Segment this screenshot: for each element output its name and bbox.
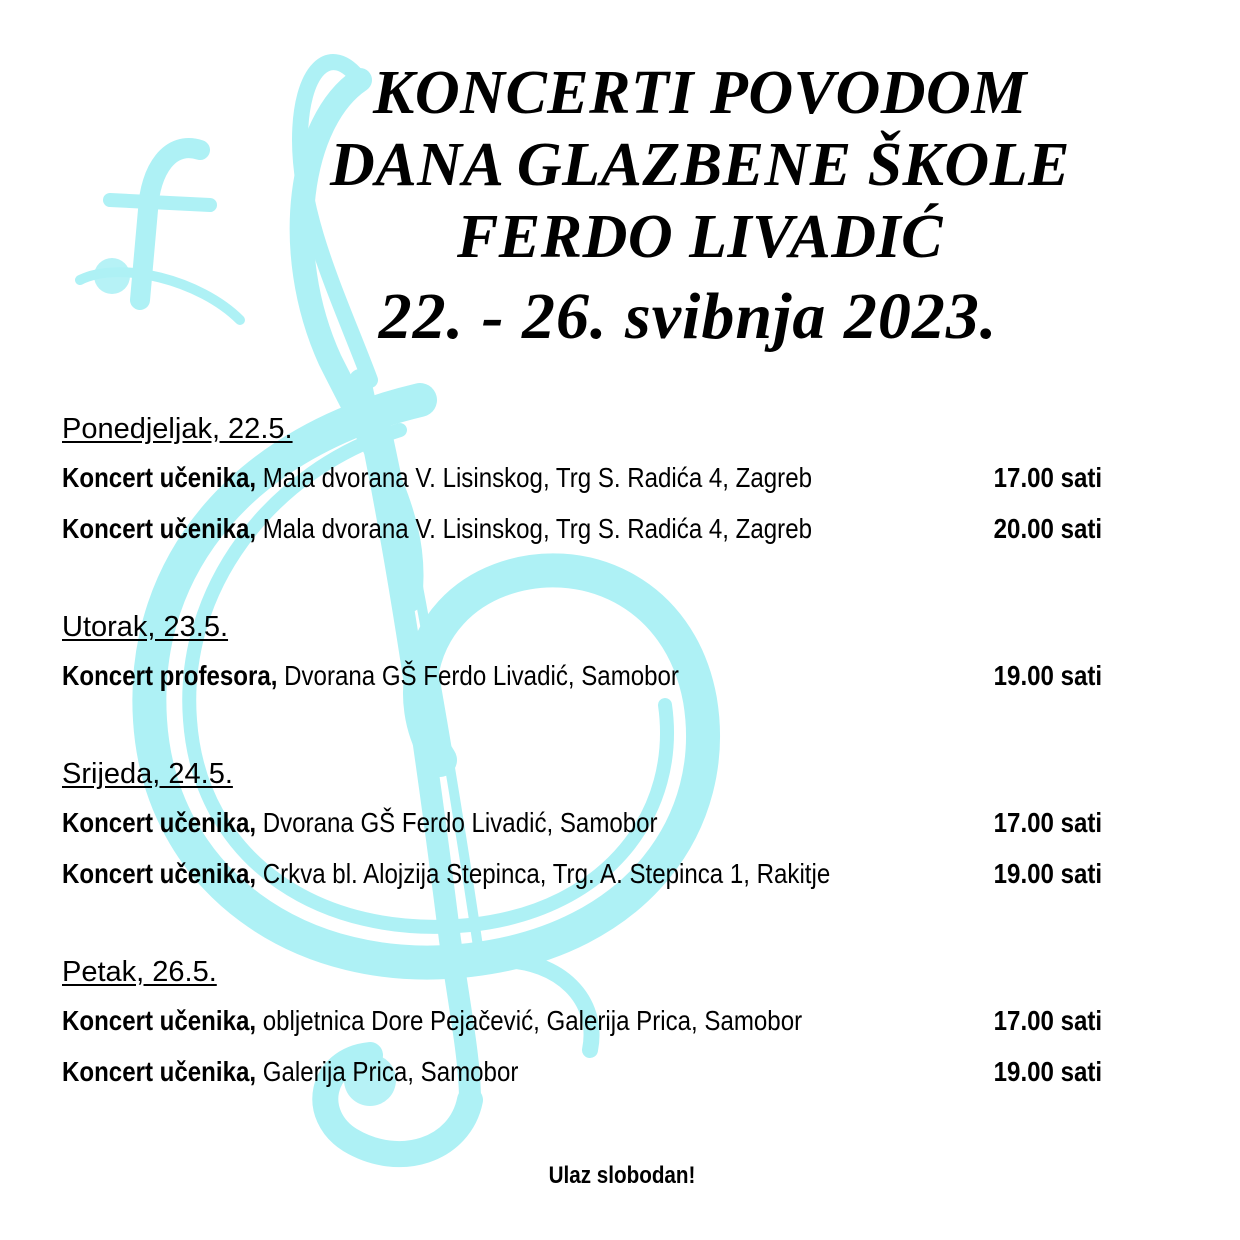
event-description (62, 848, 830, 899)
event-description (62, 452, 812, 503)
day-heading: Petak, 26.5. (62, 956, 217, 988)
event-row (62, 650, 1102, 701)
event-venue: Crkva bl. Alojzija Stepinca, Trg. A. Stepinca 1, Rakitje (256, 858, 831, 889)
event-venue: Mala dvorana V. Lisinskog, Trg S. Radića 4, Zagreb (256, 513, 812, 544)
event-time: 17.00 sati (993, 462, 1102, 493)
event-row (62, 797, 1102, 848)
event-row (62, 452, 1102, 503)
event-description (62, 995, 802, 1046)
event-type: Koncert učenika, (62, 513, 257, 544)
event-row (62, 848, 1102, 899)
title-line-3: FERDO LIVADIĆ (457, 203, 943, 271)
event-venue: obljetnica Dore Pejačević, Galerija Prica, Samobor (256, 1005, 803, 1036)
event-description (62, 1046, 518, 1097)
day-spacer (62, 554, 1102, 604)
event-time: 20.00 sati (993, 513, 1102, 544)
day-spacer (62, 701, 1102, 751)
event-description (62, 650, 679, 701)
event-type: Koncert učenika, (62, 858, 257, 889)
event-time: 19.00 sati (993, 1056, 1102, 1087)
day-spacer (62, 899, 1102, 949)
event-row (62, 1046, 1102, 1097)
event-venue: Mala dvorana V. Lisinskog, Trg S. Radića 4, Zagreb (256, 462, 812, 493)
day-heading: Srijeda, 24.5. (62, 758, 233, 790)
day-heading: Ponedjeljak, 22.5. (62, 413, 293, 445)
event-description (62, 503, 812, 554)
event-type: Koncert učenika, (62, 1056, 257, 1087)
event-type: Koncert učenika, (62, 1005, 257, 1036)
event-venue: Dvorana GŠ Ferdo Livadić, Samobor (256, 807, 658, 838)
event-type: Koncert profesora, (62, 660, 278, 691)
event-time: 19.00 sati (993, 858, 1102, 889)
day-block-friday (62, 949, 1102, 1097)
date-range: 22. - 26. svibnja 2023. (378, 280, 998, 353)
event-time: 17.00 sati (993, 807, 1102, 838)
event-venue: Galerija Prica, Samobor (256, 1056, 519, 1087)
event-time: 17.00 sati (993, 1005, 1102, 1036)
footer-note: Ulaz slobodan! (548, 1162, 696, 1189)
event-venue: Dvorana GŠ Ferdo Livadić, Samobor (277, 660, 679, 691)
event-description (62, 797, 658, 848)
event-row (62, 995, 1102, 1046)
event-type: Koncert učenika, (62, 807, 257, 838)
title-line-2: DANA GLAZBENE ŠKOLE (330, 131, 1070, 199)
day-block-tuesday (62, 604, 1102, 701)
event-row (62, 503, 1102, 554)
day-block-monday (62, 406, 1102, 554)
event-time: 19.00 sati (993, 660, 1102, 691)
day-heading: Utorak, 23.5. (62, 611, 229, 643)
schedule (62, 406, 1102, 1097)
title-line-1: KONCERTI POVODOM (373, 59, 1027, 127)
event-type: Koncert učenika, (62, 462, 257, 493)
day-block-wednesday (62, 751, 1102, 899)
